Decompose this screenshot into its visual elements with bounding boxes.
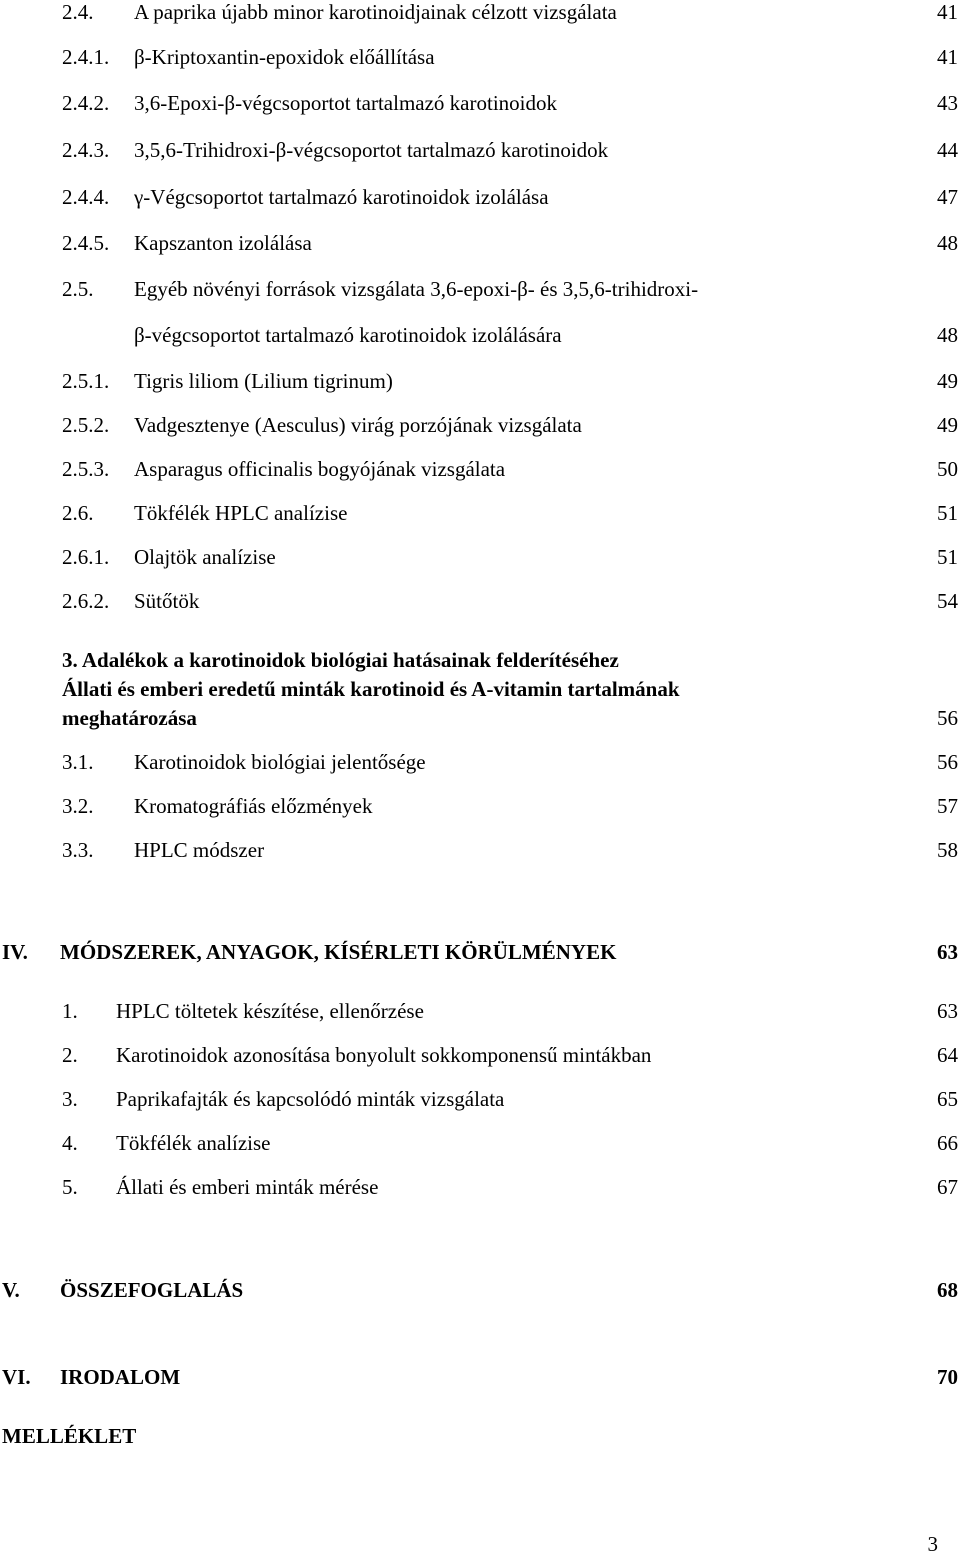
toc-chapter-heading[interactable] — [0, 1362, 960, 1392]
toc-entry[interactable] — [0, 366, 960, 396]
toc-chapter-heading[interactable] — [0, 1421, 960, 1451]
entry-title: IRODALOM — [60, 1365, 181, 1389]
entry-page: 49 — [937, 413, 958, 437]
toc-entry[interactable] — [0, 274, 960, 304]
entry-title: Tökfélék analízise — [116, 1131, 271, 1155]
toc-entry[interactable] — [0, 1084, 960, 1114]
toc-chapter-heading[interactable] — [0, 1275, 960, 1305]
toc-entry[interactable] — [0, 0, 960, 27]
entry-number: 2.4.4. — [62, 185, 110, 209]
entry-number: 2.4.1. — [62, 45, 110, 69]
toc-entry[interactable] — [0, 747, 960, 777]
toc-chapter-heading[interactable] — [0, 937, 960, 967]
toc-entry[interactable] — [0, 410, 960, 440]
entry-page: 54 — [937, 589, 958, 613]
entry-page: 44 — [937, 138, 958, 162]
entry-page: 68 — [937, 1278, 958, 1302]
entry-title: MÓDSZEREK, ANYAGOK, KÍSÉRLETI KÖRÜLMÉNYEK — [60, 940, 617, 964]
entry-title: Karotinoidok biológiai jelentősége — [134, 750, 426, 774]
entry-title: γ-Végcsoportot tartalmazó karotinoidok izolálása — [134, 185, 549, 209]
entry-number: 3. — [62, 648, 78, 672]
entry-title: ÖSSZEFOGLALÁS — [60, 1278, 244, 1302]
entry-page: 63 — [937, 999, 958, 1023]
entry-number: VI. — [2, 1365, 31, 1389]
toc-entry[interactable] — [0, 454, 960, 484]
entry-title: Vadgesztenye (Aesculus) virág porzójának vizsgálata — [134, 413, 582, 437]
entry-title: Asparagus officinalis bogyójának vizsgálata — [134, 457, 506, 481]
toc-entry[interactable] — [0, 182, 960, 212]
toc-entry[interactable] — [0, 228, 960, 258]
page-number: 3 — [927, 1532, 938, 1556]
entry-number: 2.6. — [62, 501, 94, 525]
toc-entry[interactable] — [0, 1040, 960, 1070]
entry-title: β-Kriptoxantin-epoxidok előállítása — [134, 45, 435, 69]
entry-page: 65 — [937, 1087, 958, 1111]
entry-page: 50 — [937, 457, 958, 481]
entry-number: 3.3. — [62, 838, 94, 862]
entry-title: MELLÉKLET — [2, 1424, 137, 1448]
entry-number: 2.5. — [62, 277, 94, 301]
entry-title: Kromatográfiás előzmények — [134, 794, 373, 818]
toc-section-heading[interactable] — [0, 645, 960, 675]
toc-entry[interactable] — [0, 542, 960, 572]
entry-page: 51 — [937, 545, 958, 569]
entry-number: 2.5.3. — [62, 457, 110, 481]
entry-number: 2.5.1. — [62, 369, 110, 393]
entry-page: 48 — [937, 231, 958, 255]
toc-entry[interactable] — [0, 88, 960, 118]
entry-page: 56 — [937, 750, 958, 774]
entry-number: 2.6.2. — [62, 589, 110, 613]
entry-title: Tökfélék HPLC analízise — [134, 501, 348, 525]
entry-title: Tigris liliom (Lilium tigrinum) — [134, 369, 393, 393]
entry-number: 3.2. — [62, 794, 94, 818]
entry-title: A paprika újabb minor karotinoidjainak célzott vizsgálata — [134, 0, 617, 24]
entry-page: 70 — [937, 1365, 958, 1389]
toc-entry[interactable] — [0, 498, 960, 528]
toc-entry[interactable] — [0, 42, 960, 72]
entry-title: β-végcsoportot tartalmazó karotinoidok izolálására — [134, 323, 562, 347]
toc-entry[interactable] — [0, 135, 960, 165]
toc-entry[interactable] — [0, 791, 960, 821]
toc-entry[interactable] — [0, 586, 960, 616]
entry-page: 41 — [937, 45, 958, 69]
entry-title: Állati és emberi eredetű minták karotinoid és A-vitamin tartalmának — [62, 677, 680, 701]
entry-page: 49 — [937, 369, 958, 393]
entry-number: 2.4.2. — [62, 91, 110, 115]
entry-number: 2.4.5. — [62, 231, 110, 255]
entry-page: 64 — [937, 1043, 958, 1067]
entry-title: Kapszanton izolálása — [134, 231, 312, 255]
entry-title: Adalékok a karotinoidok biológiai hatásainak felderítéséhez — [81, 648, 619, 672]
toc-entry[interactable] — [0, 996, 960, 1026]
entry-title: Sütőtök — [134, 589, 200, 613]
toc-entry[interactable] — [0, 1172, 960, 1202]
entry-number: 2.6.1. — [62, 545, 110, 569]
entry-number: 2. — [62, 1043, 78, 1067]
entry-title: 3,5,6-Trihidroxi-β-végcsoportot tartalmazó karotinoidok — [134, 138, 609, 162]
toc-entry[interactable] — [0, 1128, 960, 1158]
entry-number: 2.5.2. — [62, 413, 110, 437]
entry-page: 48 — [937, 323, 958, 347]
entry-page: 47 — [937, 185, 958, 209]
toc-section-heading-continuation[interactable] — [0, 703, 960, 733]
entry-page: 57 — [937, 794, 958, 818]
entry-title: HPLC módszer — [134, 838, 265, 862]
entry-title: HPLC töltetek készítése, ellenőrzése — [116, 999, 424, 1023]
toc-section-heading-continuation[interactable] — [0, 674, 960, 704]
entry-title: Állati és emberi minták mérése — [116, 1175, 379, 1199]
entry-number: 1. — [62, 999, 78, 1023]
entry-page: 63 — [937, 940, 958, 964]
entry-title: Egyéb növényi források vizsgálata 3,6-epoxi-β- és 3,5,6-trihidroxi- — [134, 277, 699, 301]
entry-title: Paprikafajták és kapcsolódó minták vizsgálata — [116, 1087, 505, 1111]
entry-number: 2.4.3. — [62, 138, 110, 162]
entry-page: 51 — [937, 501, 958, 525]
entry-number: 3. — [62, 1087, 78, 1111]
entry-page: 66 — [937, 1131, 958, 1155]
entry-number: 5. — [62, 1175, 78, 1199]
entry-title: 3,6-Epoxi-β-végcsoportot tartalmazó karotinoidok — [134, 91, 557, 115]
entry-title: Karotinoidok azonosítása bonyolult sokkomponensű mintákban — [116, 1043, 652, 1067]
entry-number: 3.1. — [62, 750, 94, 774]
entry-number: IV. — [2, 940, 28, 964]
entry-number: 4. — [62, 1131, 78, 1155]
entry-page: 43 — [937, 91, 958, 115]
entry-page: 56 — [937, 706, 958, 730]
entry-title: Olajtök analízise — [134, 545, 276, 569]
entry-number: 2.4. — [62, 0, 94, 24]
entry-page: 58 — [937, 838, 958, 862]
toc-entry[interactable] — [0, 835, 960, 865]
entry-title: meghatározása — [62, 706, 197, 730]
entry-number: V. — [2, 1278, 20, 1302]
toc-entry-continuation[interactable] — [0, 320, 960, 350]
entry-page: 41 — [937, 0, 958, 24]
entry-page: 67 — [937, 1175, 958, 1199]
